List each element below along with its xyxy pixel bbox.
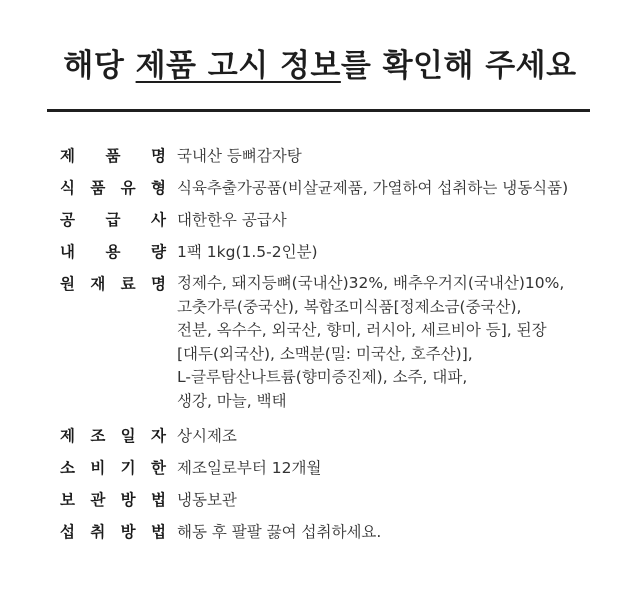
info-row-supplier xyxy=(60,204,600,236)
info-row-ingredients xyxy=(60,268,600,420)
label-char: 소 xyxy=(60,458,75,477)
label-char: 품 xyxy=(90,179,106,197)
title-divider xyxy=(47,109,590,112)
row-label xyxy=(60,452,166,484)
label-char: 일 xyxy=(120,426,136,445)
label-char: 량 xyxy=(151,243,166,261)
label-char: 한 xyxy=(150,458,166,477)
info-row-food-type xyxy=(60,172,600,204)
value-line: 대한한우 공급사 xyxy=(177,211,287,229)
value-line: 냉동보관 xyxy=(177,490,237,509)
label-char: 기 xyxy=(120,458,136,477)
row-value xyxy=(166,140,600,172)
label-char: 용 xyxy=(105,243,121,261)
row-label xyxy=(60,420,166,452)
title-text-part1: 해당 xyxy=(63,48,136,84)
value-line: 제조일로부터 12개월 xyxy=(177,458,322,477)
info-row-intake xyxy=(60,516,600,548)
label-char: 료 xyxy=(120,275,136,293)
row-label xyxy=(60,484,166,516)
info-row-storage xyxy=(60,484,600,516)
row-label xyxy=(60,268,166,300)
label-char: 내 xyxy=(60,243,75,261)
label-char: 보 xyxy=(60,490,75,509)
label-char: 원 xyxy=(60,275,75,293)
label-char: 자 xyxy=(150,426,166,445)
info-row-volume xyxy=(60,236,600,268)
label-char: 명 xyxy=(150,275,166,293)
row-label xyxy=(60,204,166,236)
row-value xyxy=(166,516,600,548)
value-line: [대두(외국산), 소맥분(밀: 미국산, 호주산)], xyxy=(177,344,473,363)
label-char: 비 xyxy=(90,458,106,477)
product-info-table xyxy=(60,140,600,548)
title-text-part2: 를 확인해 주세요 xyxy=(340,48,577,84)
page-title xyxy=(0,44,640,88)
label-char: 제 xyxy=(60,147,75,165)
value-line: 정제수, 돼지등뼈(국내산)32%, 배추우거지(국내산)10%, xyxy=(177,274,565,292)
value-line: 고춧가루(중국산), 복합조미식품[정제소금(중국산), xyxy=(177,297,522,316)
label-char: 사 xyxy=(151,211,166,229)
label-char: 급 xyxy=(105,211,121,229)
label-char: 공 xyxy=(60,211,75,229)
row-label xyxy=(60,140,166,172)
label-char: 섭 xyxy=(60,522,75,541)
value-line: 1팩 1kg(1.5-2인분) xyxy=(177,243,318,261)
info-row-product-name xyxy=(60,140,600,172)
value-line: 전분, 옥수수, 외국산, 향미, 러시아, 세르비아 등], 된장 xyxy=(177,321,547,340)
label-char: 명 xyxy=(151,147,166,165)
info-row-expiration xyxy=(60,452,600,484)
label-char: 유 xyxy=(120,179,136,197)
value-line: 상시제조 xyxy=(177,426,237,445)
label-char: 방 xyxy=(120,490,136,509)
value-line: L-글루탐산나트륨(향미증진제), 소주, 대파, xyxy=(177,368,468,387)
label-char: 품 xyxy=(105,147,121,165)
info-row-manufacture-date xyxy=(60,420,600,452)
row-value xyxy=(166,452,600,484)
value-line: 식육추출가공품(비살균제품, 가열하여 섭취하는 냉동식품) xyxy=(177,179,569,197)
row-value xyxy=(166,172,600,204)
label-char: 제 xyxy=(60,426,75,445)
title-text-underlined: 제품 고시 정보 xyxy=(135,48,341,84)
row-value xyxy=(166,236,600,268)
label-char: 재 xyxy=(90,275,106,293)
row-value xyxy=(166,204,600,236)
row-label xyxy=(60,172,166,204)
row-value xyxy=(166,268,600,420)
row-value xyxy=(166,484,600,516)
label-char: 법 xyxy=(150,522,166,541)
label-char: 식 xyxy=(60,179,75,197)
label-char: 방 xyxy=(120,522,136,541)
label-char: 취 xyxy=(90,522,106,541)
label-char: 조 xyxy=(90,426,106,445)
label-char: 형 xyxy=(150,179,166,197)
label-char: 법 xyxy=(150,490,166,509)
label-char: 관 xyxy=(90,490,106,509)
row-label xyxy=(60,516,166,548)
row-label xyxy=(60,236,166,268)
value-line: 해동 후 팔팔 끓여 섭취하세요. xyxy=(177,522,382,541)
value-line: 생강, 마늘, 백태 xyxy=(177,391,287,410)
value-line: 국내산 등뼈감자탕 xyxy=(177,147,302,165)
row-value xyxy=(166,420,600,452)
